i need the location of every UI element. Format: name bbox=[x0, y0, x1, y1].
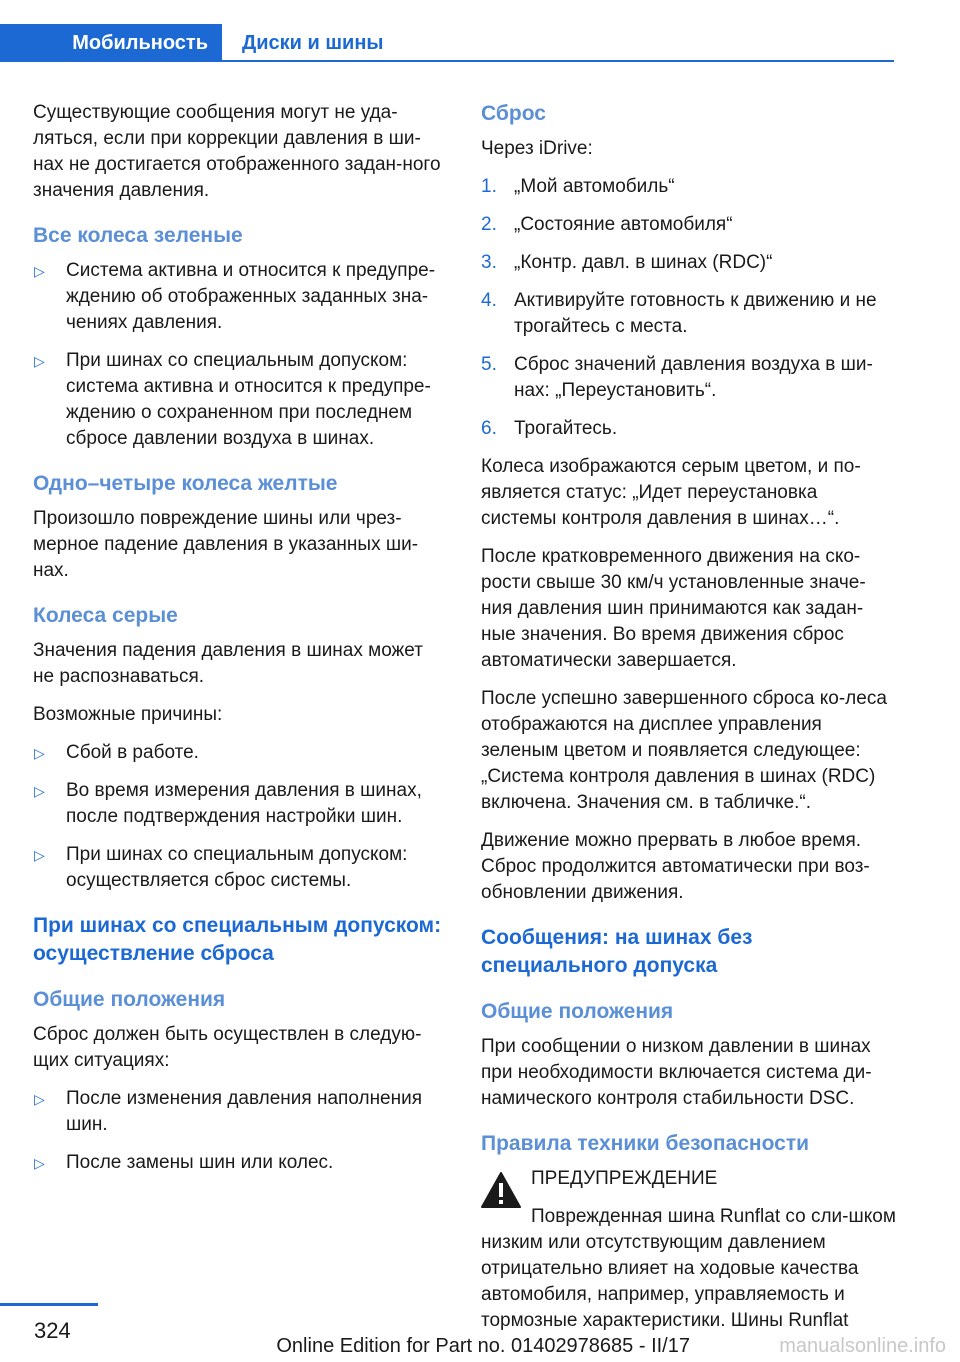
triangle-bullet-icon: ▷ bbox=[34, 263, 45, 279]
footer-divider bbox=[0, 1303, 98, 1306]
paragraph-interrupt: Движение можно прервать в любое время. Сброс продолжится автоматически при воз-обновлении движения. bbox=[481, 830, 870, 903]
via-idrive: Через iDrive: bbox=[481, 138, 593, 159]
section-tab-wheels-tires[interactable]: Диски и шины bbox=[242, 32, 384, 54]
edition-note: Online Edition for Part no. 01402978685 - II/17 bbox=[276, 1335, 690, 1357]
gray-paragraph: Значения падения давления в шинах может не распознаваться. bbox=[33, 640, 423, 687]
causes-label: Возможные причины: bbox=[33, 704, 223, 725]
heading-safety: Правила техники безопасности bbox=[481, 1132, 810, 1155]
heading-reset: Сброс bbox=[481, 102, 546, 125]
heading-special-tires-reset: При шинах со специальным допуском: осуществление сброса bbox=[33, 914, 442, 965]
general-paragraph-right: При сообщении о низком давлении в шинах при необходимости включается система ди-намического контроля стабильности DSC. bbox=[481, 1036, 872, 1109]
heading-general: Общие положения bbox=[33, 988, 226, 1011]
triangle-bullet-icon: ▷ bbox=[34, 1155, 45, 1171]
page-number: 324 bbox=[34, 1318, 71, 1343]
warning-text: Поврежденная шина Runflat со сли-шком низким или отсутствующим давлением отрицательно влияет на ходовые качества автомобиля, например, управляемость и тормозные характеристики. Шины Runflat bbox=[481, 1206, 896, 1331]
list-item: ▷ При шинах со специальным допуском: осуществляется сброс системы. bbox=[34, 844, 408, 891]
heading-gray-wheels: Колеса серые bbox=[33, 604, 178, 627]
general-paragraph: Сброс должен быть осуществлен в следую-щих ситуациях: bbox=[33, 1024, 422, 1071]
situations-list bbox=[33, 1086, 448, 1176]
paragraph-short-drive: После кратковременного движения на ско-рости свыше 30 км/ч установленные значе-ния давления шин принимаются как задан-ные значения. Во время движения сброс автоматически завершается. bbox=[481, 546, 866, 671]
yellow-paragraph: Произошло повреждение шины или чрез-мерное падение давления в указанных ши-нах. bbox=[33, 508, 419, 581]
section-tab-mobility[interactable]: Мобильность bbox=[0, 24, 222, 62]
header-divider bbox=[222, 60, 894, 62]
list-item: ▷ При шинах со специальным допуском: система активна и относится к предупре-ждению о сохраненном при последнем сбросе давлении воздуха в шинах. bbox=[34, 350, 431, 449]
green-list bbox=[33, 258, 448, 452]
list-item: ▷ После изменения давления наполнения шин. bbox=[34, 1088, 423, 1135]
causes-list bbox=[33, 740, 448, 894]
step-item: 1. „Мой автомобиль“ bbox=[481, 176, 675, 197]
heading-yellow-wheels: Одно–четыре колеса желтые bbox=[33, 472, 338, 495]
paragraph-gray-status: Колеса изображаются серым цветом, и по-является статус: „Идет переустановка системы контроля давления в шинах…“. bbox=[481, 456, 861, 529]
warning-triangle-icon bbox=[481, 1172, 521, 1208]
triangle-bullet-icon: ▷ bbox=[34, 745, 45, 761]
triangle-bullet-icon: ▷ bbox=[34, 847, 45, 863]
triangle-bullet-icon: ▷ bbox=[34, 353, 45, 369]
reset-steps bbox=[481, 174, 896, 442]
intro-paragraph: Существующие сообщения могут не уда-ляться, если при коррекции давления в ши-нах не достигается отображенного задан-ного значения давления. bbox=[33, 102, 441, 201]
step-item: 5. Сброс значений давления воздуха в ши-нах: „Переустановить“. bbox=[481, 354, 873, 401]
watermark: manualsonline.info bbox=[779, 1335, 946, 1357]
list-item: ▷ Система активна и относится к предупре-ждению об отображенных заданных зна-чениях давления. bbox=[34, 260, 436, 333]
list-item: ▷ Во время измерения давления в шинах, после подтверждения настройки шин. bbox=[34, 780, 422, 827]
triangle-bullet-icon: ▷ bbox=[34, 1091, 45, 1107]
left-column bbox=[33, 100, 448, 1188]
right-column bbox=[481, 100, 896, 1334]
step-item: 2. „Состояние автомобиля“ bbox=[481, 214, 733, 235]
paragraph-success: После успешно завершенного сброса ко-леса отображаются на дисплее управления зеленым цветом и появляется следующее: „Система контроля давления в шинах (RDC) включена. Значения см. в табличке.“. bbox=[481, 688, 887, 813]
warning-title: ПРЕДУПРЕЖДЕНИЕ bbox=[531, 1168, 718, 1189]
step-item: 6. Трогайтесь. bbox=[481, 418, 618, 439]
list-item: ▷ После замены шин или колес. bbox=[33, 1150, 448, 1176]
list-item: ▷ Сбой в работе. bbox=[33, 740, 448, 766]
heading-messages-non-runflat: Сообщения: на шинах без специального допуска bbox=[481, 926, 753, 977]
triangle-bullet-icon: ▷ bbox=[34, 783, 45, 799]
step-item: 4. Активируйте готовность к движению и не трогайтесь с места. bbox=[481, 290, 877, 337]
warning-block bbox=[481, 1166, 896, 1334]
heading-all-wheels-green: Все колеса зеленые bbox=[33, 224, 243, 247]
step-item: 3. „Контр. давл. в шинах (RDC)“ bbox=[481, 252, 773, 273]
heading-general-right: Общие положения bbox=[481, 1000, 674, 1023]
page-header bbox=[0, 0, 960, 62]
